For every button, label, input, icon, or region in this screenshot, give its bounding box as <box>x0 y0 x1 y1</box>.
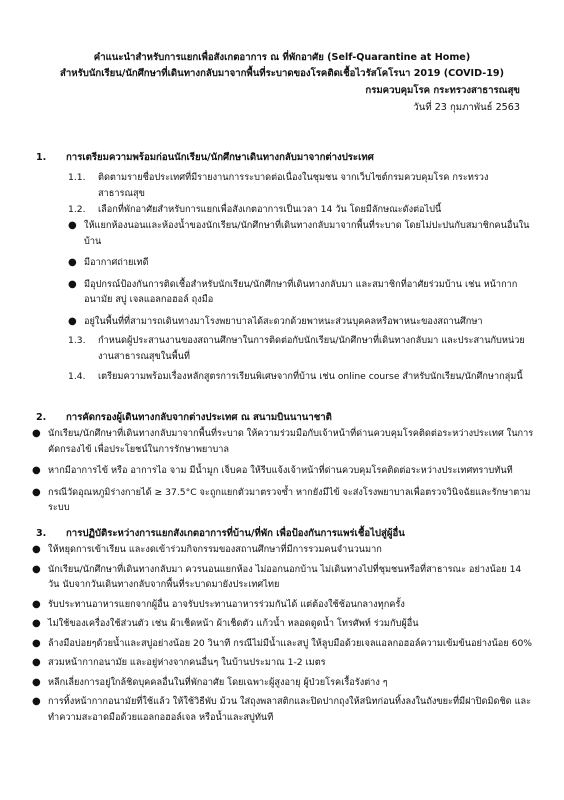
bullet-icon: ● <box>32 676 41 688</box>
list-item: ● นักเรียน/นักศึกษาที่เดินทางกลับมา ควรนอนแยกห้อง ไม่ออกนอกบ้าน ไม่เดินทางไปที่ชุมชนหรือที่สาธารณะ อย่างน้อย 14 วัน นับจากวันเดินทางกลับจากพื้นที่ระบาดมายังประเทศไทย <box>32 562 534 593</box>
section-title: การเตรียมความพร้อมก่อนนักเรียน/นักศึกษาเดินทางกลับมาจากต่างประเทศ <box>66 152 374 163</box>
bullet-icon: ● <box>68 315 77 327</box>
list-item: ● นักเรียน/นักศึกษาที่เดินทางกลับมาจากพื้นที่ระบาด ให้ความร่วมมือกับเจ้าหน้าที่ด่านควบคุมโรคติดต่อระหว่างประเทศ ในการคัดกรองไข้ เพื่อประโยชน์ในการรักษาพยาบาล <box>32 426 534 457</box>
list-item: ● ไม่ใช้ของเครื่องใช้ส่วนตัว เช่น ผ้าเช็ดหน้า ผ้าเช็ดตัว แก้วน้ำ หลอดดูดน้ำ โทรศัพท์ ร่วมกับผู้อื่น <box>32 616 534 632</box>
section-title: การคัดกรองผู้เดินทางกลับจากต่างประเทศ ณ สนามบินนานาชาติ <box>66 412 332 423</box>
list-item: 1.2. เลือกที่พักอาศัยสำหรับการแยกเพื่อสังเกตอาการเป็นเวลา 14 วัน โดยมีลักษณะดังต่อไปนี้ <box>68 204 442 215</box>
bullet-icon: ● <box>32 598 41 610</box>
list-item: 1.3. กำหนดผู้ประสานงานของสถานศึกษาในการติดต่อกับนักเรียน/นักศึกษาที่เดินทางกลับมา และประสานกับหน่วยงานสาธารณสุขในพื้นที่ <box>68 335 525 362</box>
document-date: วันที่ 23 กุมภาพันธ์ 2563 <box>413 102 520 113</box>
list-item: ● อยู่ในพื้นที่ที่สามารถเดินทางมาโรงพยาบาลได้สะดวกด้วยพาหนะส่วนบุคคลหรือพาหนะของสถานศึกษา <box>68 314 534 330</box>
list-item: ● ล้างมือบ่อยๆด้วยน้ำและสบู่อย่างน้อย 20 วินาที กรณีไม่มีน้ำและสบู่ ให้ลูบมือด้วยเจลแอลกอฮอล์ความเข้มข้นอย่างน้อย 60% <box>32 636 534 652</box>
bullet-list <box>68 218 534 329</box>
bullet-icon: ● <box>32 637 41 649</box>
bullet-icon: ● <box>32 563 41 575</box>
bullet-icon: ● <box>32 428 41 439</box>
section-3-heading <box>32 526 534 542</box>
bullet-icon: ● <box>32 486 41 498</box>
list-item: ● มีอากาศถ่ายเทดี <box>68 255 534 271</box>
list-item: ● การทิ้งหน้ากากอนามัยที่ใช้แล้ว ให้ใช้วิธีพับ ม้วน ใส่ถุงพลาสติกและปิดปากถุงให้สนิทก่อนทิ้งลงในถังขยะที่มีฝาปิดมิดชิด และทำความสะอาดมือด้วยแอลกอฮอล์เจล หรือน้ำและสบู่ทันที <box>32 694 534 725</box>
list-item: ● กรณีวัดอุณหภูมิร่างกายได้ ≥ 37.5°C จะถูกแยกตัวมาตรวจซ้ำ หากยังมีไข้ จะส่งโรงพยาบาลเพื่อตรวจวินิจฉัยและรักษาตามระบบ <box>32 485 534 516</box>
section-number: 3. <box>36 528 47 539</box>
section-2 <box>32 410 534 516</box>
section-1-heading <box>32 150 534 166</box>
bullet-icon: ● <box>32 696 41 707</box>
section-1-items <box>32 170 534 385</box>
list-item: ● สวมหน้ากากอนามัย และอยู่ห่างจากคนอื่นๆ ในบ้านประมาณ 1-2 เมตร <box>32 655 534 671</box>
section-2-heading <box>32 410 534 426</box>
list-item: ● รับประทานอาหารแยกจากผู้อื่น อาจรับประทานอาหารร่วมกันได้ แต่ต้องใช้ช้อนกลางทุกครั้ง <box>32 597 534 613</box>
bullet-icon: ● <box>68 220 77 231</box>
section-number: 1. <box>36 152 47 163</box>
bullet-icon: ● <box>32 544 41 555</box>
document-title-line-2: สำหรับนักเรียน/นักศึกษาที่เดินทางกลับมาจากพื้นที่ระบาดของโรคติดเชื้อไวรัสโคโรนา 2019 (COVID-19) <box>60 68 504 79</box>
section-3 <box>32 526 534 725</box>
list-item: 1.1. ติดตามรายชื่อประเทศที่มีรายงานการระบาดต่อเนื่องในชุมชน จากเว็บไซต์กรมควบคุมโรค กระทรวงสาธารณสุข <box>68 172 489 199</box>
section-title: การปฏิบัติระหว่างการแยกสังเกตอาการที่บ้าน/ที่พัก เพื่อป้องกันการแพร่เชื้อไปสู่ผู้อื่น <box>66 528 405 539</box>
section-1 <box>32 150 534 385</box>
section-number: 2. <box>36 412 47 423</box>
document-title-line-1: คำแนะนำสำหรับการแยกเพื่อสังเกตอาการ ณ ที่พักอาศัย (Self-Quarantine at Home) <box>93 52 471 63</box>
organization-name: กรมควบคุมโรค กระทรวงสาธารณสุข <box>365 85 520 96</box>
title-block <box>0 0 564 82</box>
list-item: ● หลีกเลี่ยงการอยู่ใกล้ชิดบุคคลอื่นในที่พักอาศัย โดยเฉพาะผู้สูงอายุ ผู้ป่วยโรคเรื้อรังต่าง ๆ <box>32 675 534 691</box>
bullet-icon: ● <box>68 278 77 290</box>
list-item: ● ให้หยุดการเข้าเรียน และงดเข้าร่วมกิจกรรมของสถานศึกษาที่มีการรวมคนจำนวนมาก <box>32 542 534 558</box>
list-item: 1.4. เตรียมความพร้อมเรื่องหลักสูตรการเรียนพิเศษจากที่บ้าน เช่น online course สำหรับนักเรียน/นักศึกษากลุ่มนี้ <box>68 371 523 382</box>
bullet-list <box>32 426 534 516</box>
list-item: ● หากมีอาการไข้ หรือ อาการไอ จาม มีน้ำมูก เจ็บคอ ให้รีบแจ้งเจ้าหน้าที่ด่านควบคุมโรคติดต่อระหว่างประเทศทราบทันที <box>32 463 534 479</box>
list-item: ● ให้แยกห้องนอนและห้องน้ำของนักเรียน/นักศึกษาที่เดินทางกลับมาจากพื้นที่ระบาด โดยไม่ปะปนกับสมาชิกคนอื่นในบ้าน <box>68 218 534 249</box>
bullet-icon: ● <box>32 465 41 476</box>
list-item: ● มีอุปกรณ์ป้องกันการติดเชื้อสำหรับนักเรียน/นักศึกษาที่เดินทางกลับมา และสมาชิกที่อาศัยร่วมบ้าน เช่น หน้ากากอนามัย สบู่ เจลแอลกอฮอล์ ถุงมือ <box>68 277 534 308</box>
bullet-list <box>32 542 534 725</box>
bullet-icon: ● <box>32 618 41 629</box>
bullet-icon: ● <box>32 657 41 668</box>
bullet-icon: ● <box>68 257 77 268</box>
